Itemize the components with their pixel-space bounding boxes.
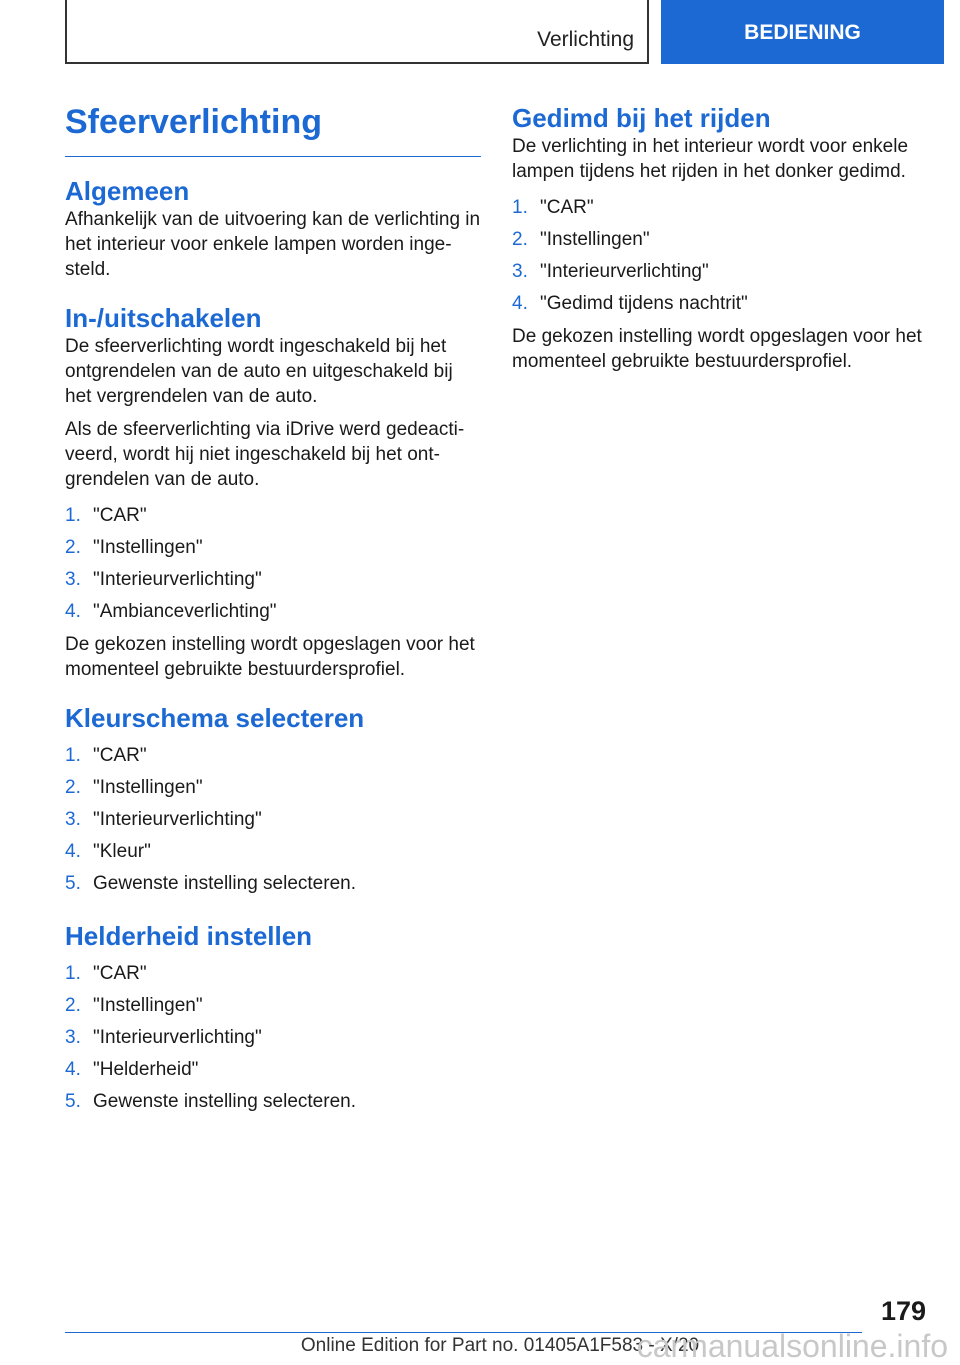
step-number: 1. — [65, 505, 81, 526]
step-text: "Instellingen" — [93, 995, 203, 1016]
step-text: Gewenste instelling selecteren. — [93, 1091, 356, 1112]
step-text: "Interieurverlichting" — [93, 809, 262, 830]
section-heading-helderheid: Helderheid instellen — [65, 921, 313, 951]
right-column — [512, 100, 928, 382]
step-text: "Interieurverlichting" — [93, 569, 262, 590]
step-number: 1. — [65, 963, 81, 984]
list-item — [65, 596, 481, 628]
step-number: 3. — [512, 261, 528, 282]
list-item — [65, 836, 481, 868]
step-text: "Interieurverlichting" — [93, 1027, 262, 1048]
list-item — [512, 288, 928, 320]
step-number: 1. — [512, 197, 528, 218]
section-heading-inuitschakelen: In-/uitschakelen — [65, 303, 262, 333]
watermark: carmanualsonline.info — [636, 1328, 948, 1364]
list-item — [65, 990, 481, 1022]
list-item — [65, 500, 481, 532]
step-text: "Gedimd tijdens nachtrit" — [540, 293, 748, 314]
step-text: "Instellingen" — [93, 777, 203, 798]
steps-list — [65, 958, 481, 1118]
step-number: 2. — [512, 229, 528, 250]
step-text: "Helderheid" — [93, 1059, 199, 1080]
list-item — [65, 772, 481, 804]
list-item — [65, 868, 481, 900]
step-number: 3. — [65, 1027, 81, 1048]
paragraph: De gekozen instelling wordt opgeslagen voor het momenteel gebruikte bestuurdersprofiel. — [512, 326, 922, 372]
list-item — [65, 1022, 481, 1054]
header-section-title: Verlichting — [537, 28, 634, 51]
paragraph: De sfeerverlichting wordt ingeschakeld bij het ontgrendelen van de auto en uitgeschakeld bij het vergrendelen van de auto. — [65, 336, 453, 407]
section-heading-algemeen: Algemeen — [65, 176, 190, 206]
step-number: 4. — [512, 293, 528, 314]
list-item — [65, 1086, 481, 1118]
step-number: 4. — [65, 841, 81, 862]
list-item — [65, 532, 481, 564]
step-number: 1. — [65, 745, 81, 766]
step-number: 3. — [65, 809, 81, 830]
list-item — [65, 804, 481, 836]
steps-list — [65, 500, 481, 628]
left-column — [65, 100, 481, 1122]
step-number: 2. — [65, 777, 81, 798]
step-text: "CAR" — [93, 505, 147, 526]
steps-list — [512, 192, 928, 320]
list-item — [512, 192, 928, 224]
list-item — [512, 256, 928, 288]
step-number: 2. — [65, 537, 81, 558]
list-item — [65, 740, 481, 772]
step-text: "CAR" — [93, 745, 147, 766]
step-number: 2. — [65, 995, 81, 1016]
paragraph: De gekozen instelling wordt opgeslagen voor het momenteel gebruikte bestuurdersprofiel. — [65, 634, 475, 680]
list-item — [65, 564, 481, 596]
step-text: Gewenste instelling selecteren. — [93, 873, 356, 894]
list-item — [65, 1054, 481, 1086]
header-chapter-tab: BEDIENING — [661, 0, 944, 64]
step-text: "CAR" — [540, 197, 594, 218]
step-number: 5. — [65, 1091, 81, 1112]
section-heading-kleurschema: Kleurschema selecteren — [65, 703, 365, 733]
paragraph: Als de sfeerverlichting via iDrive werd gedeacti‐ veerd, wordt hij niet ingeschakeld bij het ont‐ grendelen van de auto. — [65, 419, 465, 490]
step-number: 3. — [65, 569, 81, 590]
steps-list — [65, 740, 481, 900]
paragraph: De verlichting in het interieur wordt voor enkele lampen tijdens het rijden in het donker gedimd. — [512, 136, 909, 182]
footer-edition: Online Edition for Part no. 01405A1F583 - X/20 — [300, 1335, 700, 1356]
page-title: Sfeerverlichting — [65, 100, 481, 157]
page-number: 179 — [880, 1296, 926, 1326]
list-item — [65, 958, 481, 990]
section-heading-gedimd: Gedimd bij het rijden — [512, 103, 771, 133]
step-text: "Instellingen" — [540, 229, 650, 250]
list-item — [512, 224, 928, 256]
step-number: 4. — [65, 1059, 81, 1080]
step-number: 5. — [65, 873, 81, 894]
step-number: 4. — [65, 601, 81, 622]
step-text: "Ambianceverlichting" — [93, 601, 277, 622]
step-text: "Kleur" — [93, 841, 151, 862]
step-text: "Interieurverlichting" — [540, 261, 709, 282]
step-text: "Instellingen" — [93, 537, 203, 558]
paragraph: Afhankelijk van de uitvoering kan de verlichting in het interieur voor enkele lampen worden inge‐ steld. — [65, 209, 481, 280]
step-text: "CAR" — [93, 963, 147, 984]
